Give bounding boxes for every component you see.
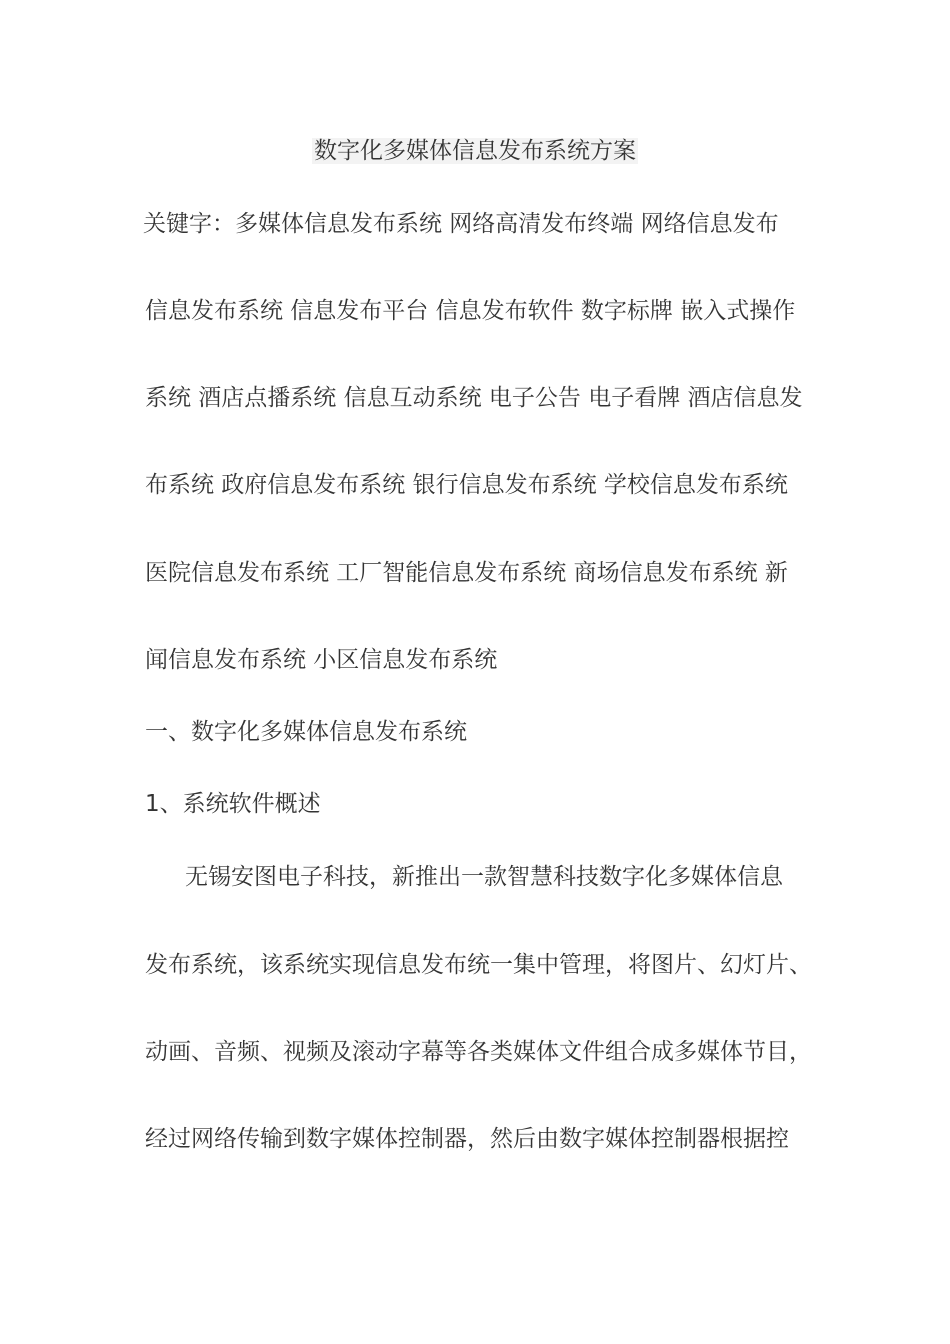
- keywords-line-2: 信息发布系统 信息发布平台 信息发布软件 数字标牌 嵌入式操作: [145, 298, 796, 324]
- body-line-3: 动画、音频、视频及滚动字幕等各类媒体文件组合成多媒体节目，: [145, 1039, 812, 1065]
- document-title-text: 数字化多媒体信息发布系统方案: [314, 138, 636, 164]
- keywords-line-4: 布系统 政府信息发布系统 银行信息发布系统 学校信息发布系统: [145, 472, 788, 498]
- document-title: [0, 135, 950, 167]
- body-line-4: 经过网络传输到数字媒体控制器，然后由数字媒体控制器根据控: [145, 1126, 789, 1152]
- body-line-2: 发布系统，该系统实现信息发布统一集中管理，将图片、幻灯片、: [145, 952, 812, 978]
- section-heading: 一、数字化多媒体信息发布系统: [145, 719, 467, 745]
- keywords-line-6: 闻信息发布系统 小区信息发布系统: [145, 647, 498, 673]
- subsection-heading: 1、系统软件概述: [145, 791, 321, 817]
- body-line-1: 无锡安图电子科技，新推出一款智慧科技数字化多媒体信息: [185, 864, 783, 890]
- keywords-line-1: 关键字：多媒体信息发布系统 网络高清发布终端 网络信息发布: [143, 211, 779, 237]
- keywords-line-3: 系统 酒店点播系统 信息互动系统 电子公告 电子看牌 酒店信息发: [145, 385, 803, 411]
- keywords-line-5: 医院信息发布系统 工厂智能信息发布系统 商场信息发布系统 新: [145, 560, 788, 586]
